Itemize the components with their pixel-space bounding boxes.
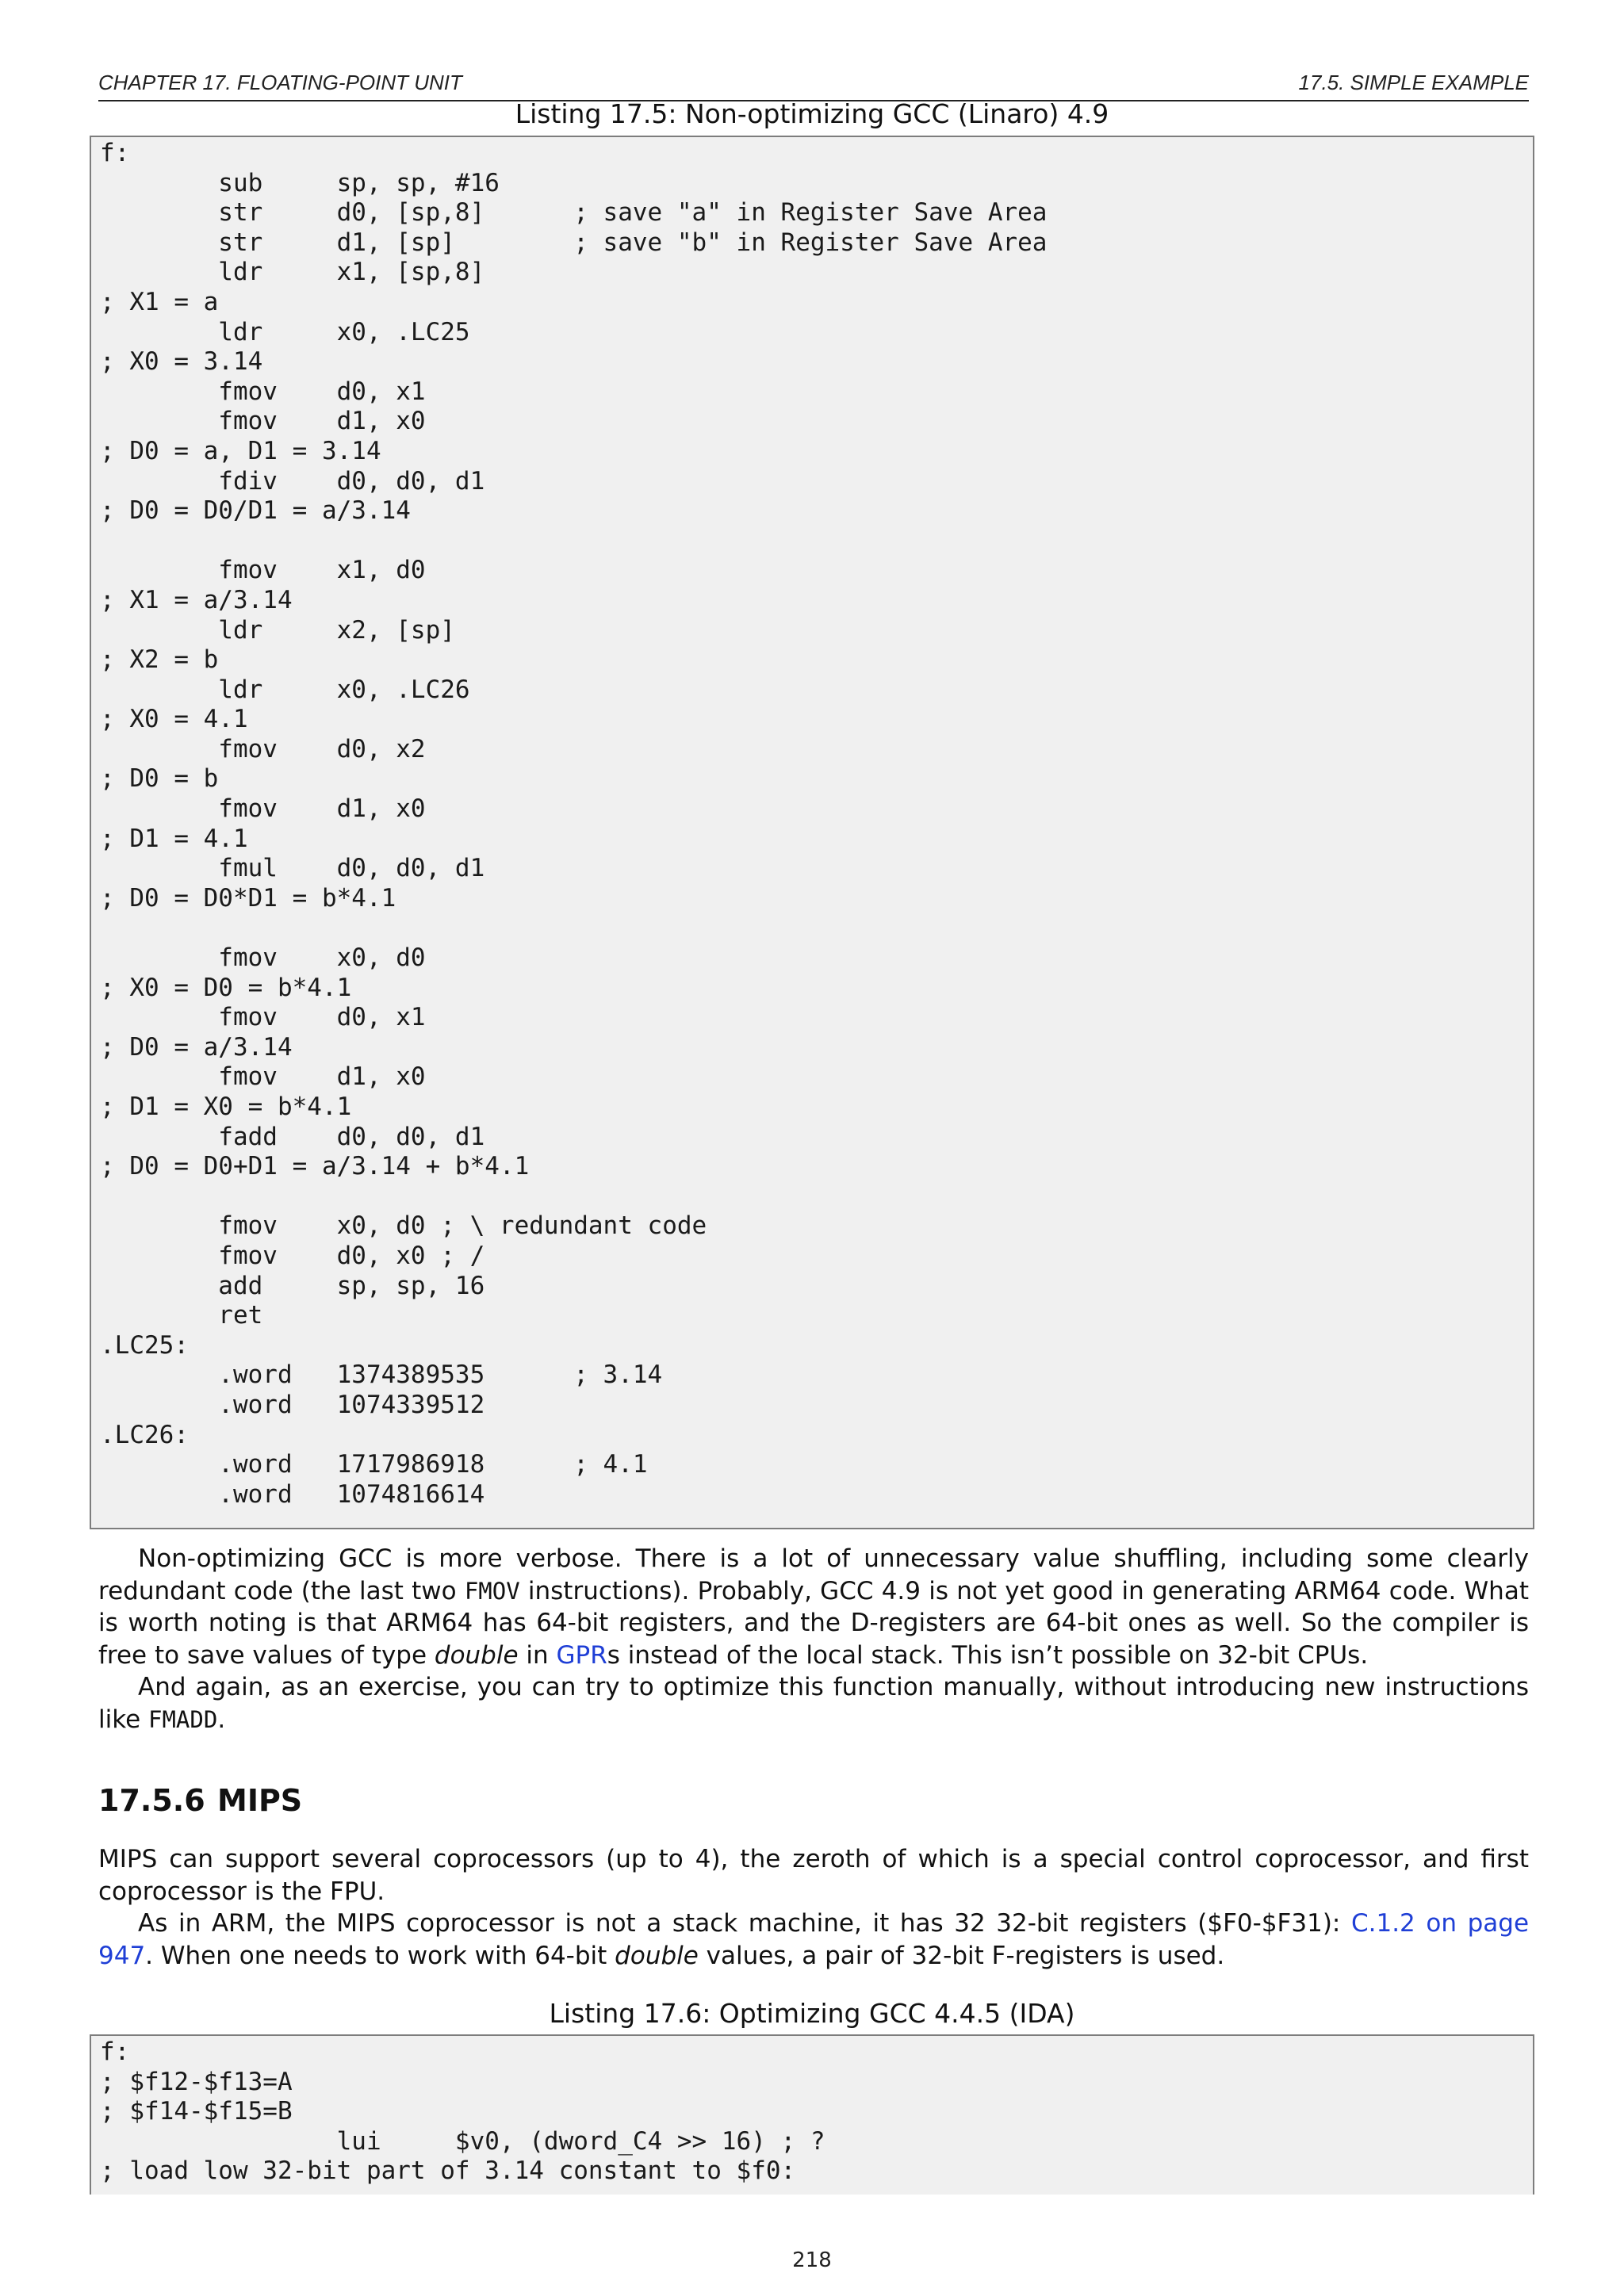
paragraph: [98, 1543, 1529, 1671]
section-name: MIPS: [217, 1783, 303, 1818]
text-run: instructions). Probably, GCC 4.9 is not yet good in generating ARM64 code. What is worth noting is that ARM64 has 64-bit registers, and the D-registers are 64-bit ones as well. So the compiler is free to save values of type: [98, 1576, 1529, 1670]
text-run: in: [518, 1640, 557, 1670]
body-text: [98, 1543, 1529, 1735]
glossary-link[interactable]: GPR: [556, 1640, 607, 1670]
text-run: Non-optimizing GCC is more verbose. There is a lot of unnecessary value shuffling, including some clearly redundant code (the last two: [98, 1544, 1529, 1605]
paragraph: MIPS can support several coprocessors (up to 4), the zeroth of which is a special control coprocessor, and first coprocessor is the FPU.: [98, 1845, 1529, 1906]
text-run: . When one needs to work with 64-bit: [145, 1941, 615, 1970]
text-run: And again, as an exercise, you can try to optimize this function manually, without introducing new instructions like: [98, 1673, 1529, 1734]
listing-caption: Listing 17.5: Non-optimizing GCC (Linaro) 4.9: [515, 98, 1109, 129]
listing-caption: Listing 17.6: Optimizing GCC 4.4.5 (IDA): [549, 1998, 1075, 2029]
chapter-title: CHAPTER 17. FLOATING-POINT UNIT: [98, 71, 462, 94]
running-header: [98, 68, 1529, 101]
text-run: s instead of the local stack. This isn’t possible on 32-bit CPUs.: [607, 1640, 1369, 1670]
inline-code: FMADD: [148, 1705, 218, 1733]
section-heading: [98, 1782, 302, 1819]
section-number: 17.5.6: [98, 1783, 205, 1818]
paragraph: [98, 1908, 1529, 1972]
text-run: values, a pair of 32-bit F-registers is used.: [698, 1941, 1225, 1970]
section-title: 17.5. SIMPLE EXAMPLE: [1298, 71, 1529, 94]
text-run: .: [217, 1705, 226, 1734]
code-listing: [90, 2034, 1534, 2195]
code-listing: [90, 136, 1534, 1529]
inline-code: FMOV: [464, 1577, 520, 1605]
emphasis: double: [615, 1941, 699, 1970]
emphasis: double: [434, 1640, 519, 1670]
body-text: [98, 1843, 1529, 1972]
code-text: f: sub sp, sp, #16 str d0, [sp,8] ; save "a" in Register Save Area str d1, [sp] ; save "b" in Register Save Area ldr x1, [sp,8] ; X1 = a ldr x0, .LC25 ; X0 = 3.14 fmov d0, x1 fmov d1, x0 ; D0 = a, D1 = 3.14 fdiv d0, d0, d1 ; D0 = D0/D1 = a/3.14 fmov x1, d0 ; X1 = a/3.14 ldr x2, [sp] ; X2 = b ldr x0, .LC26 ; X0 = 4.1 fmov d0, x2 ; D0 = b fmov d1, x0 ; D1 = 4.1 fmul d0, d0, d1 ; D0 = D0*D1 = b*4.1 fmov x0, d0 ; X0 = D0 = b*4.1 fmov d0, x1 ; D0 = a/3.14 fmov d1, x0 ; D1 = X0 = b*4.1 fadd d0, d0, d1 ; D0 = D0+D1 = a/3.14 + b*4.1 fmov x0, d0 ; \ redundant code fmov d0, x0 ; / add sp, sp, 16 ret .LC25: .word 1374389535 ; 3.14 .word 1074339512 .LC26: .word 1717986918 ; 4.1 .word 1074816614: [100, 139, 1048, 1509]
text-run: As in ARM, the MIPS coprocessor is not a stack machine, it has 32 32-bit registers ($F0-$F31):: [138, 1909, 1351, 1938]
paragraph: [98, 1671, 1529, 1735]
code-text: f: ; $f12-$f13=A ; $f14-$f15=B lui $v0, (dword_C4 >> 16) ; ? ; load low 32-bit part of 3.14 constant to $f0:: [100, 2038, 825, 2186]
page-reference-link[interactable]: C.1.2 on page 947: [98, 1909, 1530, 1970]
page-number: 218: [792, 2248, 832, 2272]
